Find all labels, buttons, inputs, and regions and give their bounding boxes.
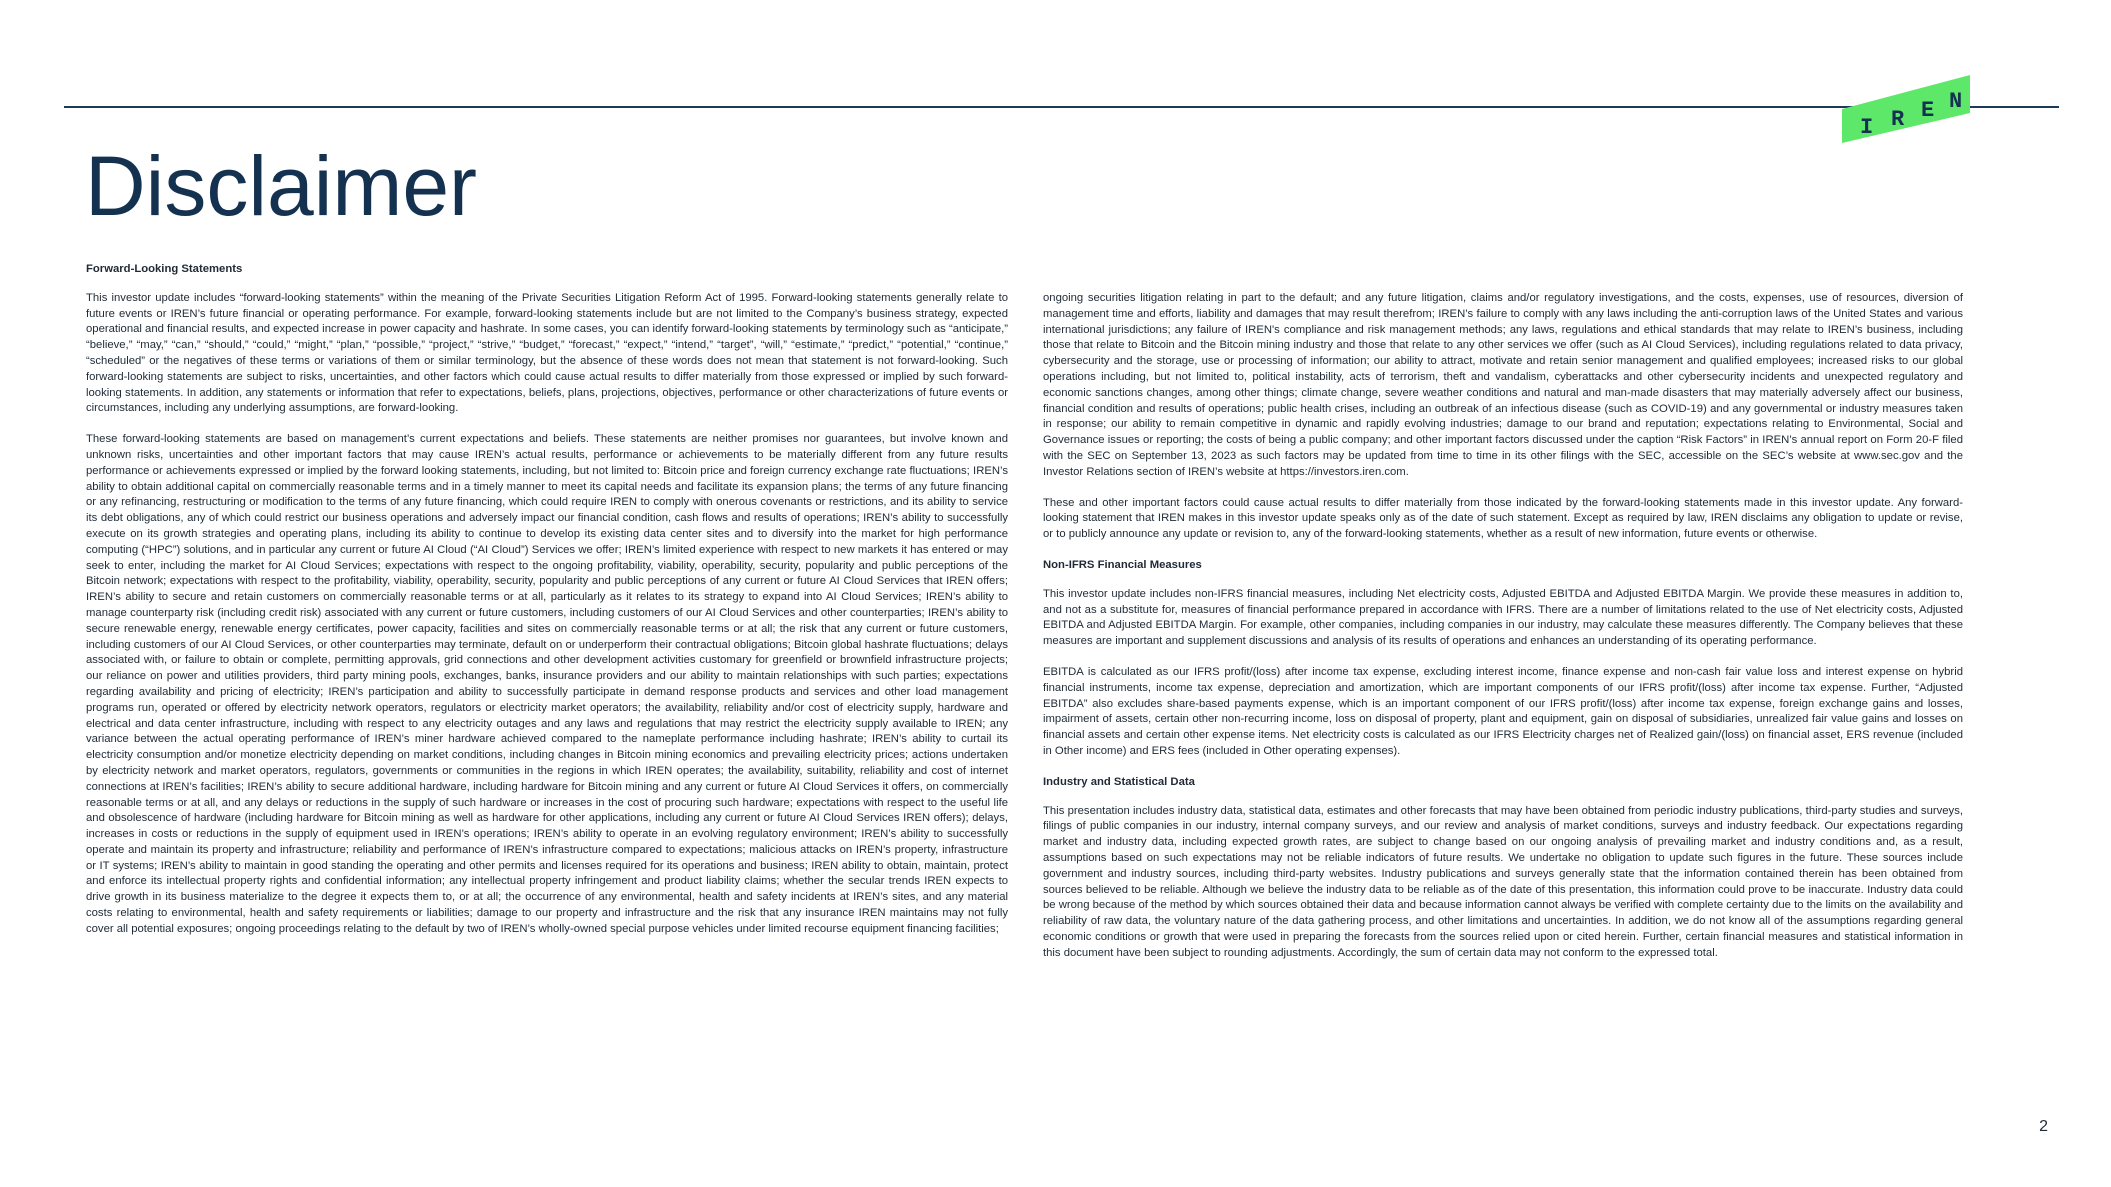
right-column (1043, 291, 1963, 976)
svg-text:N: N (1949, 89, 1963, 114)
iren-logo (1842, 75, 1970, 143)
svg-text:E: E (1921, 98, 1935, 123)
non-ifrs-paragraph-1: This investor update includes non-IFRS financial measures, including Net electricity costs, Adjusted EBITDA and Adjusted EBITDA Margin. We provide these measures in addition to, and not as a substitute for, measures of financial performance prepared in accordance with IFRS. There are a number of limitations related to the use of Net electricity costs, Adjusted EBITDA and Adjusted EBITDA Margin. For example, other companies, including companies in our industry, may calculate these measures differently. The Company believes that these measures are important and supplement discussions and analysis of its results of operations and enhances an understanding of its operating performance. (1043, 587, 1963, 648)
forward-looking-paragraph-1: This investor update includes “forward-looking statements” within the meaning of the Private Securities Litigation Reform Act of 1995. Forward-looking statements generally relate to future events or IREN’s future financial or operating performance. For example, forward-looking statements include but are not limited to the Company’s business strategy, expected operational and financial results, and expected increase in power capacity and hashrate. In some cases, you can identify forward-looking statements by terminology such as “anticipate,” “believe,” “may,” “can,” “should,” “could,” “might,” “plan,” “possible,” “project,” “strive,” “budget,” “forecast,” “expect,” “intend,” “target”, “will,” “estimate,” “predict,” “potential,” “continue,” “scheduled” or the negatives of these terms or variations of them or similar terminology, but the absence of these words does not mean that statement is not forward-looking. Such forward-looking statements are subject to risks, uncertainties, and other factors which could cause actual results to differ materially from those expressed or implied by such forward-looking statements. In addition, any statements or information that refer to expectations, beliefs, plans, projections, objectives, performance or other characterizations of future events or circumstances, including any underlying assumptions, are forward-looking. (86, 291, 1008, 415)
industry-data-paragraph: This presentation includes industry data, statistical data, estimates and other forecasts that may have been obtained from periodic industry publications, third-party studies and surveys, filings of public companies in our industry, internal company surveys, and our review and analysis of market conditions, surveys and industry feedback. Our expectations regarding market and industry data, including expected growth rates, are subject to change based on our ongoing analysis of prevailing market and industry conditions and, as a result, assumptions based on such expectations may not be reliable indicators of future results. We undertake no obligation to update such figures in the future. These sources include government and industry sources, including third-party websites. Industry publications and surveys generally state that the information contained therein has been obtained from sources believed to be reliable. Although we believe the industry data to be reliable as of the date of this presentation, this information could prove to be inaccurate. Industry data could be wrong because of the method by which sources obtained their data and because information cannot always be verified with complete certainty due to the limits on the availability and reliability of raw data, the voluntary nature of the data gathering process, and other limitations and uncertainties. In addition, we do not know all of the assumptions regarding general economic conditions or growth that were used in preparing the forecasts from the sources relied upon or cited herein. Further, certain financial measures and statistical information in this document have been subject to rounding adjustments. Accordingly, the sum of certain data may not conform to the expressed total. (1043, 804, 1963, 959)
svg-text:R: R (1891, 107, 1905, 132)
industry-data-heading: Industry and Statistical Data (1043, 775, 1195, 788)
left-column (86, 262, 1008, 953)
svg-text:I: I (1860, 115, 1874, 140)
forward-looking-paragraph-4: These and other important factors could cause actual results to differ materially from those indicated by the forward-looking statements made in this investor update. Any forward-looking statement that IREN makes in this investor update speaks only as of the date of such statement. Except as required by law, IREN disclaims any obligation to update or revise, or to publicly announce any update or revision to, any of the forward-looking statements, whether as a result of new information, future events or otherwise. (1043, 496, 1963, 541)
forward-looking-paragraph-2: These forward-looking statements are based on management’s current expectations and beliefs. These statements are neither promises nor guarantees, but involve known and unknown risks, uncertainties and other important factors that may cause IREN’s actual results, performance or achievements to be materially different from any future results performance or achievements expressed or implied by the forward looking statements, including, but not limited to: Bitcoin price and foreign currency exchange rate fluctuations; IREN’s ability to obtain additional capital on commercially reasonable terms and in a timely manner to meet its capital needs and facilitate its expansion plans; the terms of any future financing or any refinancing, restructuring or modification to the terms of any future financing, which could require IREN to comply with onerous covenants or restrictions, and its ability to service its debt obligations, any of which could restrict our business operations and adversely impact our financial condition, cash flows and results of operations; IREN’s ability to successfully execute on its growth strategies and operating plans, including its ability to continue to develop its existing data center sites and to diversify into the market for high performance computing (“HPC”) solutions, and in particular any current or future AI Cloud (“AI Cloud”) Services we offer; IREN’s limited experience with respect to new markets it has entered or may seek to enter, including the market for AI Cloud Services; expectations with respect to the ongoing profitability, viability, operability, security, popularity and public perceptions of the Bitcoin network; expectations with respect to the profitability, viability, operability, security, popularity and public perceptions of any current or future AI Cloud Services that IREN offers; IREN’s ability to secure and retain customers on commercially reasonable terms or at all, particularly as it relates to its strategy to expand into AI Cloud Services; IREN’s ability to manage counterparty risk (including credit risk) associated with any current or future customers, including customers of our AI Cloud Services and other counterparties; IREN’s ability to secure renewable energy, renewable energy certificates, power capacity, facilities and sites on commercially reasonable terms or at all; the risk that any current or future customers, including customers of our AI Cloud Services, or other counterparties may terminate, default on or underperform their contractual obligations; Bitcoin global hashrate fluctuations; delays associated with, or failure to obtain or complete, permitting approvals, grid connections and other development activities customary for greenfield or brownfield infrastructure projects; our reliance on power and utilities providers, third party mining pools, exchanges, banks, insurance providers and our ability to maintain relationships with such parties; expectations regarding availability and pricing of electricity; IREN’s participation and ability to successfully participate in demand response products and services and other load management programs run, operated or offered by electricity network operators, regulators or electricity market operators; the availability, reliability and/or cost of electricity supply, hardware and electrical and data center infrastructure, including with respect to any electricity outages and any laws and regulations that may restrict the electricity supply available to IREN; any variance between the actual operating performance of IREN’s miner hardware achieved compared to the nameplate performance including hashrate; IREN’s ability to curtail its electricity consumption and/or monetize electricity depending on market conditions, including changes in Bitcoin mining economics and prevailing electricity prices; actions undertaken by electricity network and market operators, regulators, governments or communities in the regions in which IREN operates; the availability, suitability, reliability and cost of internet connections at IREN’s facilities; IREN’s ability to secure additional hardware, including hardware for Bitcoin mining and any current or future AI Cloud Services it offers, on commercially reasonable terms or at all, and any delays or reductions in the supply of such hardware or increases in the cost of procuring such hardware; expectations with respect to the useful life and obsolescence of hardware (including hardware for Bitcoin mining as well as hardware for other applications, including any current or future AI Cloud Services IREN offers); delays, increases in costs or reductions in the supply of equipment used in IREN’s operations; IREN’s ability to operate in an evolving regulatory environment; IREN’s ability to successfully operate and maintain its property and infrastructure; reliability and performance of IREN’s infrastructure compared to expectations; malicious attacks on IREN’s property, infrastructure or IT systems; IREN’s ability to maintain in good standing the operating and other permits and licenses required for its operations and business; IREN ability to obtain, maintain, protect and enforce its intellectual property rights and confidential information; any intellectual property infringement and product liability claims; whether the secular trends IREN expects to drive growth in its business materialize to the degree it expects them to, or at all; the occurrence of any environmental, health and safety incidents at IREN’s sites, and any material costs relating to environmental, health and safety requirements or liabilities; damage to our property and infrastructure and the risk that any insurance IREN maintains may not fully cover all potential exposures; ongoing proceedings relating to the default by two of IREN’s wholly-owned special purpose vehicles under limited recourse equipment financing facilities; (86, 433, 1008, 935)
forward-looking-paragraph-3: ongoing securities litigation relating in part to the default; and any future litigation, claims and/or regulatory investigations, and the costs, expenses, use of resources, diversion of management time and efforts, liability and damages that may result therefrom; IREN’s failure to comply with any laws including the anti-corruption laws of the United States and various international jurisdictions; any failure of IREN's compliance and risk management methods; any laws, regulations and ethical standards that may relate to IREN’s business, including those that relate to Bitcoin and the Bitcoin mining industry and those that relate to any other services we offer (such as AI Cloud Services), including regulations related to data privacy, cybersecurity and the storage, use or processing of information; our ability to attract, motivate and retain senior management and qualified employees; increased risks to our global operations including, but not limited to, political instability, acts of terrorism, theft and vandalism, cyberattacks and other cybersecurity incidents and unexpected regulatory and economic sanctions changes, among other things; climate change, severe weather conditions and natural and man-made disasters that may materially adversely affect our business, financial condition and results of operations; public health crises, including an outbreak of an infectious disease (such as COVID-19) and any governmental or industry measures taken in response; our ability to remain competitive in dynamic and rapidly evolving industries; damage to our brand and reputation; expectations relating to Environmental, Social and Governance issues or reporting; the costs of being a public company; and other important factors discussed under the caption “Risk Factors” in IREN’s annual report on Form 20-F filed with the SEC on September 13, 2023 as such factors may be updated from time to time in its other filings with the SEC, accessible on the SEC’s website at www.sec.gov and the Investor Relations section of IREN’s website at https://investors.iren.com. (1043, 292, 1963, 478)
forward-looking-heading: Forward-Looking Statements (86, 263, 243, 275)
non-ifrs-paragraph-2: EBITDA is calculated as our IFRS profit/(loss) after income tax expense, excluding interest income, finance expense and non-cash fair value loss and interest expense on hybrid financial instruments, income tax expense, depreciation and amortization, which are important components of our IFRS profit/(loss) after income tax expense. Further, “Adjusted EBITDA” also excludes share-based payments expense, which is an important component of our IFRS profit/(loss) after income tax expense, foreign exchange gains and losses, impairment of assets, certain other non-recurring income, loss on disposal of property, plant and equipment, gain on disposal of subsidiaries, unrealized fair value gains and losses on financial assets and certain other expense items. Net electricity costs is calculated as our IFRS Electricity charges net of Realized gain/(loss) on financial asset, ERS revenue (included in Other income) and ERS fees (included in Other operating expenses). (1043, 665, 1963, 757)
non-ifrs-heading: Non-IFRS Financial Measures (1043, 558, 1202, 571)
header-rule (64, 106, 2059, 108)
page-title: Disclaimer (85, 139, 478, 233)
page-number: 2 (2039, 1118, 2048, 1135)
